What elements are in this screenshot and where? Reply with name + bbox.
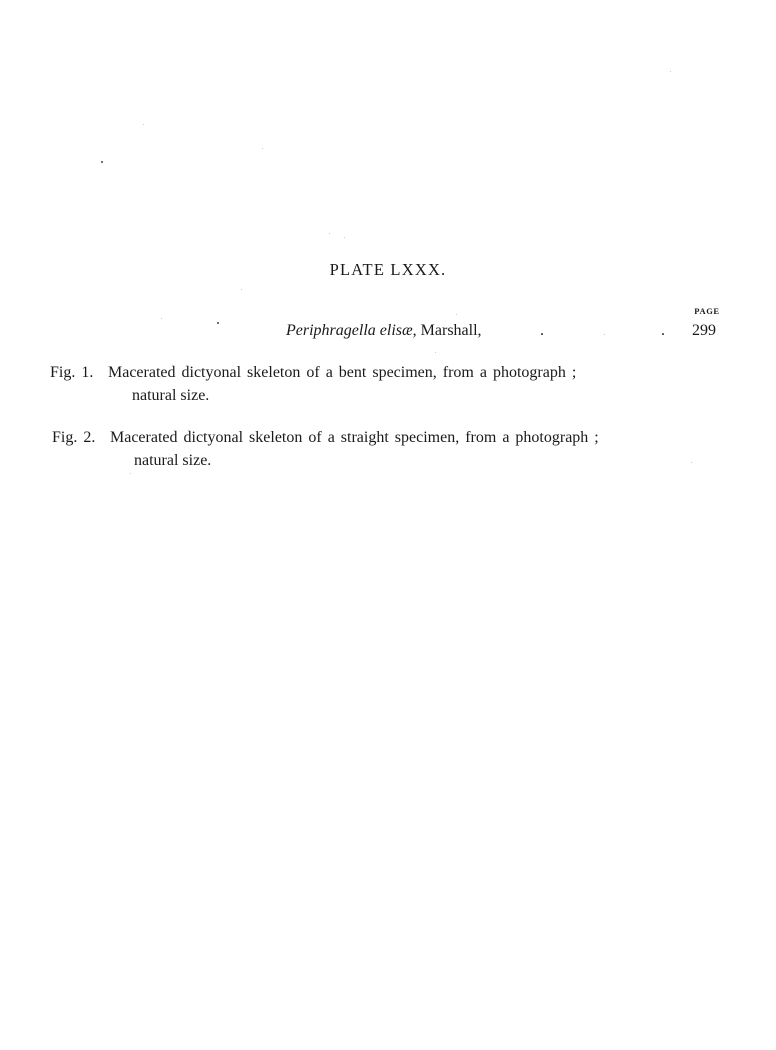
- figure-description: Macerated dictyonal skeleton of a straight specimen, from a photograph ;: [110, 429, 599, 446]
- page-column-heading: PAGE: [694, 306, 720, 316]
- scan-speck: [161, 318, 162, 319]
- plate-title: PLATE LXXX.: [329, 260, 447, 279]
- scan-speck: [262, 148, 263, 149]
- scan-speck: [241, 289, 242, 290]
- species-authority: , Marshall,: [412, 322, 482, 339]
- scan-speck: [101, 161, 103, 163]
- scan-speck: [456, 314, 457, 315]
- scan-speck: [670, 71, 671, 72]
- figure-label: Fig. 1.: [50, 364, 94, 381]
- leader-dot: .: [661, 322, 665, 339]
- scan-speck: [329, 233, 330, 234]
- species-page-number: 299: [692, 322, 716, 339]
- species-entry: [286, 322, 482, 340]
- figure-caption: [50, 361, 690, 407]
- figure-description-continuation: natural size.: [132, 387, 210, 404]
- figure-description-continuation: natural size.: [134, 452, 212, 469]
- scan-speck: [217, 322, 219, 324]
- leader-dot: .: [540, 322, 544, 339]
- scan-speck: [435, 352, 436, 353]
- figure-label: Fig. 2.: [52, 429, 96, 446]
- figure-caption: [52, 426, 692, 472]
- scan-speck: [130, 473, 131, 474]
- species-name: Periphragella elisæ: [286, 322, 413, 339]
- figure-description: Macerated dictyonal skeleton of a bent specimen, from a photograph ;: [108, 364, 577, 381]
- scan-speck: [143, 124, 144, 125]
- scan-speck: [604, 334, 605, 335]
- scan-speck: [344, 237, 345, 238]
